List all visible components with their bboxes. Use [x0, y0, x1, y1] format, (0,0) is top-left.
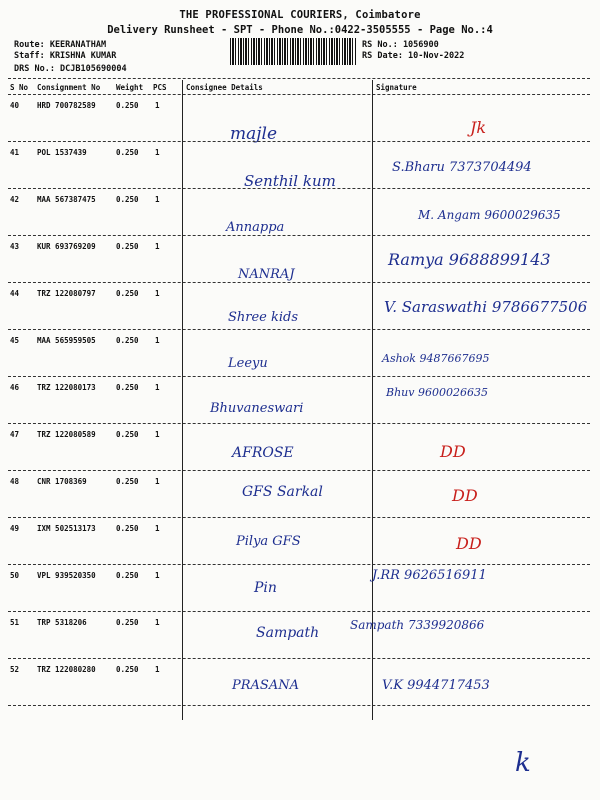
- row-pcs: 1: [155, 571, 160, 580]
- row-separator: [8, 470, 590, 471]
- col-sno: S No: [10, 83, 29, 92]
- row-sno: 40: [10, 101, 20, 110]
- rs-number: RS No.: 1056900: [362, 40, 439, 50]
- row-weight: 0.250: [116, 336, 139, 345]
- handwritten-mark: k: [515, 748, 531, 778]
- signature-handwriting: Bhuv 9600026635: [386, 386, 488, 399]
- row-weight: 0.250: [116, 101, 139, 110]
- signature-handwriting: DD: [452, 486, 478, 505]
- row-consignment-no: IXM 502513173: [37, 524, 96, 533]
- consignee-handwriting: NANRAJ: [238, 267, 295, 282]
- row-pcs: 1: [155, 101, 160, 110]
- signature-handwriting: Jk: [470, 118, 487, 137]
- consignee-handwriting: majle: [230, 124, 278, 144]
- row-consignment-no: HRD 700782589: [37, 101, 96, 110]
- signature-handwriting: Sampath 7339920866: [350, 618, 485, 632]
- document-subtitle: Delivery Runsheet - SPT - Phone No.:0422-3505555 - Page No.:4: [107, 24, 493, 36]
- consignee-handwriting: AFROSE: [232, 445, 294, 461]
- row-weight: 0.250: [116, 289, 139, 298]
- consignee-handwriting: Senthil kum: [244, 172, 336, 190]
- signature-handwriting: V. Saraswathi 9786677506: [384, 298, 588, 316]
- col-weight: Weight: [116, 83, 144, 92]
- row-sno: 49: [10, 524, 20, 533]
- row-weight: 0.250: [116, 148, 139, 157]
- row-sno: 46: [10, 383, 20, 392]
- row-consignment-no: MAA 565959505: [37, 336, 96, 345]
- col-consignment: Consignment No: [37, 83, 101, 92]
- row-weight: 0.250: [116, 618, 139, 627]
- signature-handwriting: M. Angam 9600029635: [418, 208, 561, 222]
- route-label: Route: KEERANATHAM: [14, 40, 107, 50]
- row-weight: 0.250: [116, 665, 139, 674]
- row-pcs: 1: [155, 242, 160, 251]
- consignee-handwriting: Shree kids: [228, 310, 299, 325]
- row-consignment-no: TRZ 122080173: [37, 383, 96, 392]
- col-consignee: Consignee Details: [186, 83, 263, 92]
- row-pcs: 1: [155, 148, 160, 157]
- row-sno: 44: [10, 289, 20, 298]
- staff-label: Staff: KRISHNA KUMAR: [14, 51, 117, 61]
- row-sno: 43: [10, 242, 20, 251]
- consignee-handwriting: Leeyu: [228, 356, 268, 371]
- row-pcs: 1: [155, 618, 160, 627]
- row-consignment-no: POL 1537439: [37, 148, 87, 157]
- row-sno: 42: [10, 195, 20, 204]
- signature-handwriting: DD: [440, 442, 466, 461]
- row-consignment-no: CNR 1708369: [37, 477, 87, 486]
- row-consignment-no: TRZ 122080589: [37, 430, 96, 439]
- row-sno: 47: [10, 430, 20, 439]
- signature-handwriting: DD: [456, 534, 482, 553]
- row-pcs: 1: [155, 665, 160, 674]
- row-separator: [8, 517, 590, 518]
- col-pcs: PCS: [153, 83, 167, 92]
- consignee-handwriting: Annappa: [226, 220, 285, 235]
- document-title: THE PROFESSIONAL COURIERS, Coimbatore: [179, 9, 421, 21]
- row-separator: [8, 329, 590, 330]
- signature-handwriting: S.Bharu 7373704494: [392, 160, 532, 175]
- row-sno: 50: [10, 571, 20, 580]
- row-pcs: 1: [155, 195, 160, 204]
- row-weight: 0.250: [116, 571, 139, 580]
- row-weight: 0.250: [116, 430, 139, 439]
- row-consignment-no: KUR 693769209: [37, 242, 96, 251]
- consignee-divider: [182, 80, 183, 720]
- row-pcs: 1: [155, 336, 160, 345]
- row-sno: 48: [10, 477, 20, 486]
- row-pcs: 1: [155, 289, 160, 298]
- consignee-handwriting: PRASANA: [232, 678, 299, 693]
- row-consignment-no: TRP 5318206: [37, 618, 87, 627]
- row-weight: 0.250: [116, 477, 139, 486]
- row-separator: [8, 423, 590, 424]
- row-sno: 45: [10, 336, 20, 345]
- row-consignment-no: MAA 567387475: [37, 195, 96, 204]
- consignee-handwriting: Pilya GFS: [236, 534, 301, 549]
- consignee-handwriting: Sampath: [256, 625, 320, 641]
- row-separator: [8, 376, 590, 377]
- row-pcs: 1: [155, 477, 160, 486]
- row-separator: [8, 611, 590, 612]
- row-consignment-no: VPL 939520350: [37, 571, 96, 580]
- row-separator: [8, 564, 590, 565]
- row-pcs: 1: [155, 383, 160, 392]
- drs-number: DRS No.: DCJB105690004: [14, 64, 127, 74]
- row-weight: 0.250: [116, 383, 139, 392]
- row-consignment-no: TRZ 122080797: [37, 289, 96, 298]
- signature-handwriting: V.K 9944717453: [382, 678, 490, 693]
- row-weight: 0.250: [116, 524, 139, 533]
- consignee-handwriting: GFS Sarkal: [242, 484, 323, 500]
- signature-handwriting: J.RR 9626516911: [372, 568, 487, 583]
- row-sno: 51: [10, 618, 20, 627]
- col-signature: Signature: [376, 83, 417, 92]
- row-weight: 0.250: [116, 195, 139, 204]
- row-separator: [8, 141, 590, 142]
- rs-date: RS Date: 10-Nov-2022: [362, 51, 465, 61]
- row-separator: [8, 235, 590, 236]
- row-pcs: 1: [155, 524, 160, 533]
- header-bottom-rule: [8, 94, 590, 95]
- row-separator: [8, 282, 590, 283]
- row-consignment-no: TRZ 122080280: [37, 665, 96, 674]
- row-separator: [8, 705, 590, 706]
- consignee-handwriting: Bhuvaneswari: [210, 401, 304, 416]
- row-separator: [8, 188, 590, 189]
- row-pcs: 1: [155, 430, 160, 439]
- signature-handwriting: Ramya 9688899143: [388, 250, 551, 269]
- signature-handwriting: Ashok 9487667695: [382, 352, 490, 365]
- row-sno: 41: [10, 148, 20, 157]
- row-separator: [8, 658, 590, 659]
- header-top-rule: [8, 78, 590, 79]
- row-weight: 0.250: [116, 242, 139, 251]
- consignee-handwriting: Pin: [254, 580, 277, 596]
- barcode: [230, 38, 356, 65]
- row-sno: 52: [10, 665, 20, 674]
